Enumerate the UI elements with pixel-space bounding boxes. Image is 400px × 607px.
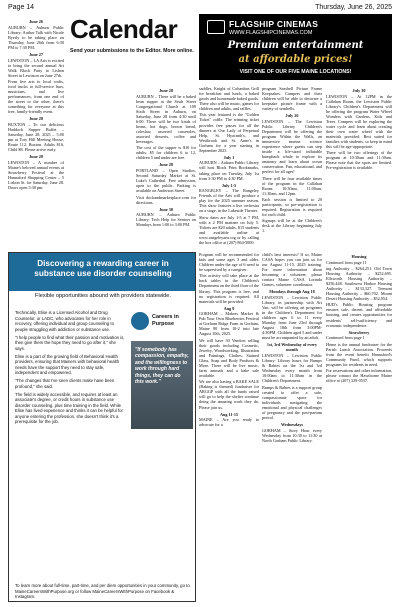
column-3: [199, 86, 259, 246]
column-lower-b: [262, 252, 322, 602]
flagship-ad: [199, 14, 392, 80]
flagship-tagline-1: Premium entertainment: [227, 40, 364, 51]
article-paragraph: AUBURN – There will be a baked bean supper at the Sixth Street Congregational Church at 109 Sixth Street in Auburn, on Saturday, June 28 from 4:30 until 6:00. There will be two kinds of beans, hot dogs, brown bread, coleslaw, assorted casseroles, assorted desserts, coffee and beverages.: [136, 93, 196, 145]
page-header: [8, 4, 392, 14]
article-paragraph: Visit dockandmarketplace.com for directions.: [136, 194, 196, 205]
event-date-heading: July 1-5: [221, 182, 237, 188]
article-paragraph: BUXTON – To our delicious Haddock Supper Buffet – Saturday, June 28, 2025 – 5:00 pm at Tory Hill Meeting House, Route 112, Buxton. Adults $16, Child $8. Please arrive early.: [8, 121, 64, 153]
column-5: [326, 86, 392, 246]
page-number: Page 14: [8, 4, 35, 11]
article-paragraph: AUBURN – Auburn Public Library will host Block Print Bookmarks, taking place on Tuesday, July 1st from 3:30 PM to 4:30 PM.: [199, 160, 259, 181]
flagship-cta: VISIT ONE OF OUR FIVE MAINE LOCATIONS!: [239, 69, 352, 75]
ad-headline: Discovering a rewarding career in substance use disorder counseling: [34, 259, 172, 278]
event-date-heading: June 28: [159, 162, 173, 168]
event-date-heading: July 26: [285, 113, 299, 119]
event-date-heading: June 27: [29, 51, 43, 57]
article-paragraph: program Seashell Picture Frame Keepsakes. Campers and their children will be able to decorate a keepsake picture frame with a variety of seashells.: [262, 86, 322, 112]
article-paragraph: RANGELEY – The Rangeley Friends of the Arts will produce a play for the 2025 summer season. This show features a live orchestra on a stage, in the Lakeside Theater.: [199, 188, 259, 214]
article-paragraph: From live arts to local crafts, food trucks to full-service bars, musicians, and live performances, from one end of the street to the other, there's something for everyone at this free, family-friendly event.: [8, 78, 64, 115]
calendar-title: Calendar: [70, 14, 178, 44]
article-paragraph: This year featured is the "Golden Ticket" raffle. The winning ticket provides free passes for all the dinners at Our Lady of Perpetual Help, St. Hyacinth's, and Westbrook and St. Anne's in Gorham for a year starting in September 2025.: [199, 112, 259, 153]
column-4: [262, 86, 322, 246]
article-paragraph: saddles, Knight of Columbus Grill for breakfast and lunch, a baked goods and homemade baked goods. There also will be music, games for children and adults, and raffles.: [199, 86, 259, 112]
article-paragraph: LEWISTON – At 12PM in the Callahan Room, the Lewiston Public Library's Children's Department will be offering the program Water Wheel Wonders with Gardens, Kids and Trees. Campers will be exploring the water cycle and learn about creating their own water wheel with the materials provided. Best suited for families with students, so keep in mind this will be age-appropriate.: [326, 93, 392, 150]
ad-paragraph: Elise is a part of the growing field of Behavioral Health providers, ensuring that Mainers with behavioral health needs have the support they need to stay safe, independent and empowered.: [15, 353, 120, 375]
article-paragraph: AUBURN – Auburn Public Library: Tech Help for Seniors on Mondays from 1:00 to 3:00 PM.: [136, 212, 196, 228]
event-date-heading: Aug 9: [223, 305, 235, 311]
event-date-heading: Aug 11-15: [219, 411, 239, 417]
article-paragraph: GORHAM – Story Hour every Wednesday from 10:30 to 11:30 at North Gorham Public Library.: [262, 427, 322, 443]
flagship-brand: FLAGSHIP CINEMAS: [229, 19, 319, 29]
event-date-heading: Wednesdays: [280, 421, 304, 427]
ad-body: [15, 310, 127, 427]
article-paragraph: This activity will take place at the back tables in the Children's Department on the third floor of the library. This program is free, and no registration is required. All materials will be provided.: [199, 273, 259, 304]
article-paragraph: LEWISTON – A number of Maine's beloved annual events at Strawberry Festival at the Hannaford Shopping Center – 5 Lisbon St. for Saturday, June 28. Doors open 5:30 pm.: [8, 159, 64, 191]
event-date-heading: July 1: [223, 154, 235, 160]
article-paragraph: We are also having a BAKE SALE (Baking is themed) fundraiser for ARGGP with all the funds raised will go to help the shelter continue doing the amazing work they do. Please join us.: [199, 379, 259, 410]
column-lower-c: [326, 252, 392, 602]
careers-logo-icon: [131, 312, 149, 330]
article-paragraph: MAINE – Are you ready to advocate for a: [199, 417, 259, 428]
event-date-heading: 1st, 3rd Wednesday of every month: [266, 342, 318, 353]
careers-ad: [8, 252, 196, 602]
column-1: [8, 17, 64, 245]
article-paragraph: LEWISTON – Lewiston Public Library: Library hours for Bumps & Babies on the 1st and 3rd Wednesday every month from 10:00am to 11:30am in the Children's Department.: [262, 353, 322, 384]
ad-paragraph: The field is widely accessible, and requires at least an associate's degree, or credit hours in substance use disorder counseling, plus time training in the field. While Elise has lived experience and thinks it can be helpful for anyone entering the profession, she doesn't think it's a prerequisite for the job.: [15, 391, 123, 424]
article-paragraph: Bumps & Babies is a support group created to offer a safe, compassionate space for individuals navigating the emotional and physical challenges of pregnancy and the post-partum period.: [262, 384, 322, 420]
ad-photo: [131, 341, 193, 429]
article-paragraph: Continued from page 1: [326, 335, 365, 341]
article-paragraph: HUD's Public Housing program ensures safe, decent, and affordable housing, and creates opportunities for residents' self-sufficiency and economic independence.: [326, 302, 392, 328]
event-date-heading: June 26: [29, 19, 43, 24]
flagship-url: WWW.FLAGSHIPCINEMAS.COM: [229, 30, 313, 36]
article-paragraph: Continued from page 11: [326, 259, 367, 265]
article-paragraph: We will have 30 Vendors selling their goods including Cosmetic, Jewelry, Woodworking, Illustration and Paintings, Clothes, Stained Glass, Soap and Body Products & More. There will be live music, farm animals and a bake sale available.: [199, 337, 259, 379]
article-paragraph: LEWISTON – LA Arts is excited to bring the second annual Art Walk Block Party to Lisbon Street in Lewiston on June 27th.: [8, 57, 64, 78]
event-date-heading: Mondays through Aug 18: [269, 289, 315, 295]
article-paragraph: For reservations and other information, please contact the Hawthorne Maine office at (207) 329-0537.: [326, 367, 392, 384]
article-paragraph: Each session is limited to 20 participants, so pre-registration is required. Registration is required for each child.: [262, 196, 322, 218]
event-date-heading: Housing: [351, 254, 367, 259]
article-paragraph: AUBURN – Auburn Public Library: Author Talk with Nicole Byerly to be taking place on Thursday, June 26th from 6:30 PM to 7:30 PM.: [8, 24, 64, 50]
column-lower-a: [199, 252, 259, 602]
ad-headline-band: [9, 253, 195, 291]
event-date-heading: July 30: [352, 88, 366, 93]
ad-quote: "If somebody has compassion, empathy, and the willingness to work through hard things, they can do this work.": [135, 347, 189, 386]
article-paragraph: Program will be recommended for kids and some ages 3 and older. Children under the age of 6 need to be supervised by a caregiver.: [199, 252, 259, 273]
column-2: [136, 86, 196, 246]
event-date-heading: June 28: [159, 88, 173, 93]
article-paragraph: PORTLAND – Open Studios, Second Saturday Market at St. Luke's Cathedral. Free admission, open to the public. Parking is available on Anderson Street.: [136, 168, 196, 194]
careers-logo-text: Careers in Purpose: [152, 314, 179, 327]
careers-logo: [131, 310, 191, 336]
article-paragraph: LEWISTON – The Lewiston Public Library Children's Department will be offering the program Within the Walls, an immersive marine science experience where guests can step inside a life-sized inflatable humpback whale to explore its anatomy and learn about ocean conservation. Fun, educational, and perfect for all ages!: [262, 118, 322, 175]
article-paragraph: There will be four available times of the program in the Callahan Room: 10:30am, 11:00am, 11:30am, and 12pm.: [262, 175, 322, 196]
event-date-heading: June 28: [29, 154, 43, 160]
flagship-tagline-2: at affordable prices!: [238, 54, 353, 65]
ad-paragraph: "I help people to find what their passion and motivation is, then give them the hope they need to go after it," she says.: [15, 334, 125, 351]
film-reel-icon: [207, 20, 225, 34]
article-paragraph: LEWISTON – Lewiston Public Library, in partnership with Art Van, will be offering art programs in the Children's Department for children ages 6 to 11 every Monday from June 23rd through August 18th from 3:00PM-4:30PM. Children aged 5 and under must be accompanied by an adult.: [262, 294, 322, 341]
event-date-heading: June 28: [29, 116, 43, 122]
ad-paragraph: Technically, Elise is a Licensed Alcohol and Drug Counselor, or LADC, who advocates for her role in recovery, offering individual and group counseling to people struggling with addiction or substance use.: [15, 310, 114, 332]
event-date-heading: June 30: [159, 206, 173, 212]
article-paragraph: child's best interests? If so, Maine CASA hopes you can join us for our August 11-15, 2025 training. For more information about becoming a volunteer, please contact Maine CASA Lorinda Gomes, volunteer coordinator.: [262, 252, 322, 288]
ad-footer: To learn more about full-time, part-time, and per diem opportunities in your community, go to MaineCareersWithPurpose.org or follow MaineCareersWithPurpose on Facebook & Instagram.: [15, 583, 190, 599]
issue-date: Thursday, June 26, 2025: [315, 4, 392, 11]
article-paragraph: There will be two offerings of the program at 10:30am and 11:30am. Please note that the spots are limited. Pre-registration is available.: [326, 150, 392, 171]
article-paragraph: Signups will be at the Children's desk at the Library beginning July 1.: [262, 218, 322, 234]
ad-paragraph: "The changes that I've seen clients make have been profound," she said.: [15, 378, 115, 389]
article-paragraph: The cost of the supper is $10 for adults, $5 for children 6 to 12, children 5 and under are free.: [136, 145, 196, 161]
article-paragraph: Home is the annual fundraiser for the Parish Lunch Association. Proceeds from the event benefit Hannaford's Community Fund, which supports programs for residents in need.: [326, 341, 392, 367]
ad-subline: Flexible opportunities abound with providers statewide.: [35, 293, 171, 299]
event-date-heading: Strawberry: [348, 329, 370, 335]
calendar-subtitle: Send your submissions to the Editor. More online.: [70, 48, 194, 54]
article-paragraph: Show dates are July 1-5 at 7 PM, with a 2 PM matinee on July 5. Tickets are $20 adults, $15 students and available online at www.rangeleyarts.org or by calling the box office at (207) 864-5000.: [199, 214, 259, 245]
article-paragraph: ing Authority – $264,251. Old Town Housing Authority – $252,695. Ellsworth Housing Authority – $256,448. Southwest Harbor Housing Authority – $133,327. Tremont Housing Authority – $60,702. Mount Desert Housing Authority – $52,054.: [326, 265, 392, 302]
article-paragraph: GORHAM – Makers Market & Pub Your Own Blueberries Festival at Gorham Ridge Farm in Gorham, Maine 90 from 10-2 into late August 10th, 2025.: [199, 311, 259, 337]
